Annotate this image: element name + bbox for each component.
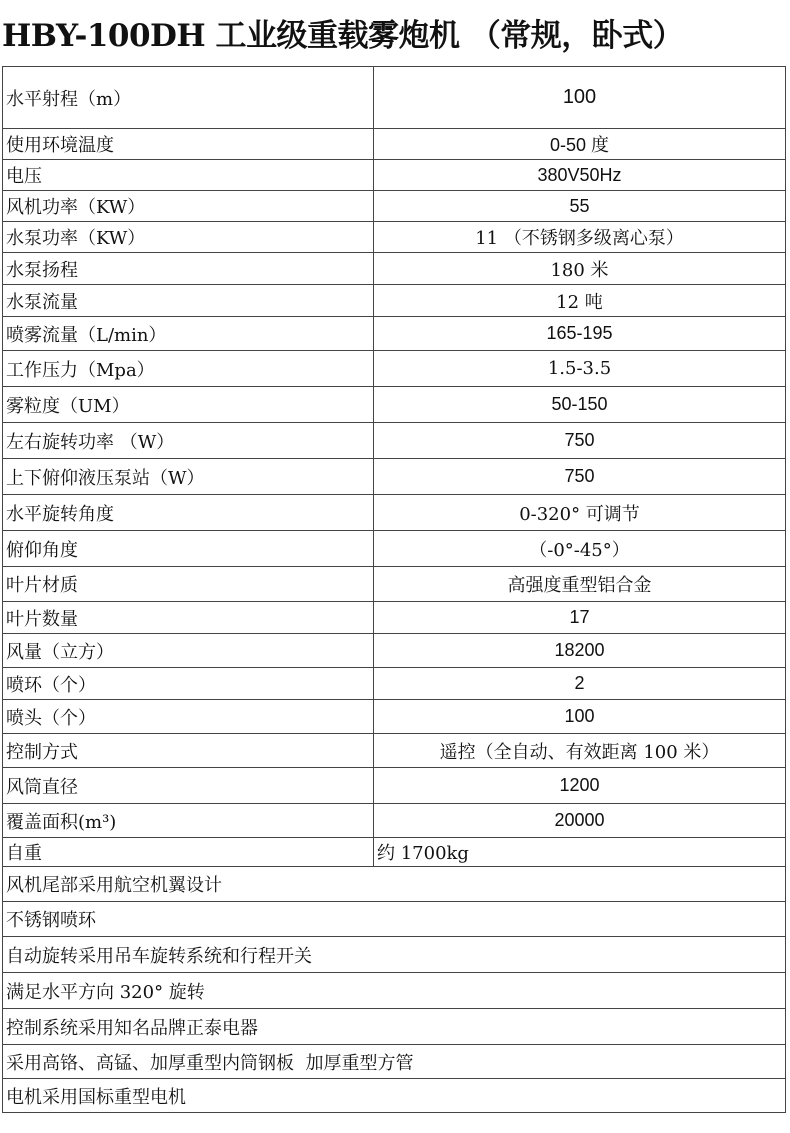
spec-label: 自重 — [3, 838, 374, 867]
spec-label: 俯仰角度 — [3, 531, 374, 567]
spec-row — [3, 634, 786, 668]
spec-value: （-0°-45°） — [374, 531, 786, 567]
spec-label: 叶片数量 — [3, 602, 374, 634]
spec-value: 180 米 — [374, 253, 786, 285]
spec-value: 750 — [374, 423, 786, 459]
feature-text: 不锈钢喷环 — [3, 902, 786, 937]
spec-label: 工作压力（Mpa） — [3, 351, 374, 387]
spec-row — [3, 668, 786, 700]
spec-row — [3, 531, 786, 567]
feature-row — [3, 973, 786, 1009]
feature-row — [3, 1009, 786, 1045]
spec-row — [3, 160, 786, 191]
spec-row — [3, 285, 786, 317]
spec-row — [3, 423, 786, 459]
spec-row — [3, 129, 786, 160]
spec-value: 0-50 度 — [374, 129, 786, 160]
spec-row — [3, 387, 786, 423]
spec-row — [3, 804, 786, 838]
spec-row — [3, 317, 786, 351]
spec-row — [3, 191, 786, 222]
spec-label: 水平旋转角度 — [3, 495, 374, 531]
feature-row — [3, 867, 786, 902]
spec-label: 左右旋转功率 （W） — [3, 423, 374, 459]
spec-label: 喷头（个） — [3, 700, 374, 734]
spec-label: 风机功率（KW） — [3, 191, 374, 222]
feature-text: 采用高铬、高锰、加厚重型内筒钢板 加厚重型方管 — [3, 1045, 786, 1079]
feature-row — [3, 937, 786, 973]
feature-text: 满足水平方向 320° 旋转 — [3, 973, 786, 1009]
spec-label: 水泵流量 — [3, 285, 374, 317]
spec-value: 高强度重型铝合金 — [374, 567, 786, 602]
spec-label: 叶片材质 — [3, 567, 374, 602]
spec-row — [3, 351, 786, 387]
spec-label: 风筒直径 — [3, 768, 374, 804]
spec-value: 165-195 — [374, 317, 786, 351]
spec-table — [2, 66, 786, 1113]
spec-label: 控制方式 — [3, 734, 374, 768]
spec-row — [3, 253, 786, 285]
spec-row — [3, 700, 786, 734]
spec-value: 100 — [374, 700, 786, 734]
spec-value: 0-320° 可调节 — [374, 495, 786, 531]
spec-label: 喷雾流量（L/min） — [3, 317, 374, 351]
feature-text: 风机尾部采用航空机翼设计 — [3, 867, 786, 902]
spec-value: 遥控（全自动、有效距离 100 米） — [374, 734, 786, 768]
spec-row — [3, 567, 786, 602]
page-title: HBY-100DH 工业级重载雾炮机 （常规，卧式） — [2, 18, 684, 54]
spec-value: 20000 — [374, 804, 786, 838]
spec-label: 上下俯仰液压泵站（W） — [3, 459, 374, 495]
spec-value: 17 — [374, 602, 786, 634]
spec-label: 风量（立方） — [3, 634, 374, 668]
spec-label: 水泵功率（KW） — [3, 222, 374, 253]
spec-value: 750 — [374, 459, 786, 495]
spec-label: 电压 — [3, 160, 374, 191]
spec-value: 11 （不锈钢多级离心泵） — [374, 222, 786, 253]
feature-text: 自动旋转采用吊车旋转系统和行程开关 — [3, 937, 786, 973]
spec-label: 喷环（个） — [3, 668, 374, 700]
spec-row — [3, 838, 786, 867]
spec-value: 1.5-3.5 — [374, 351, 786, 387]
spec-label: 雾粒度（UM） — [3, 387, 374, 423]
spec-value: 1200 — [374, 768, 786, 804]
spec-value: 18200 — [374, 634, 786, 668]
spec-value: 100 — [374, 67, 786, 129]
feature-text: 电机采用国标重型电机 — [3, 1079, 786, 1113]
spec-row — [3, 768, 786, 804]
spec-label: 水泵扬程 — [3, 253, 374, 285]
spec-value: 12 吨 — [374, 285, 786, 317]
spec-table-body — [3, 67, 786, 1113]
spec-value: 约 1700kg — [374, 838, 786, 867]
feature-text: 控制系统采用知名品牌正泰电器 — [3, 1009, 786, 1045]
spec-row — [3, 222, 786, 253]
spec-label: 水平射程（m） — [3, 67, 374, 129]
feature-row — [3, 1045, 786, 1079]
spec-value: 380V50Hz — [374, 160, 786, 191]
spec-label: 覆盖面积(m³) — [3, 804, 374, 838]
spec-row — [3, 602, 786, 634]
spec-row — [3, 495, 786, 531]
spec-row — [3, 734, 786, 768]
spec-row — [3, 459, 786, 495]
spec-value: 50-150 — [374, 387, 786, 423]
spec-value: 2 — [374, 668, 786, 700]
feature-row — [3, 902, 786, 937]
feature-row — [3, 1079, 786, 1113]
spec-value: 55 — [374, 191, 786, 222]
spec-row — [3, 67, 786, 129]
spec-label: 使用环境温度 — [3, 129, 374, 160]
